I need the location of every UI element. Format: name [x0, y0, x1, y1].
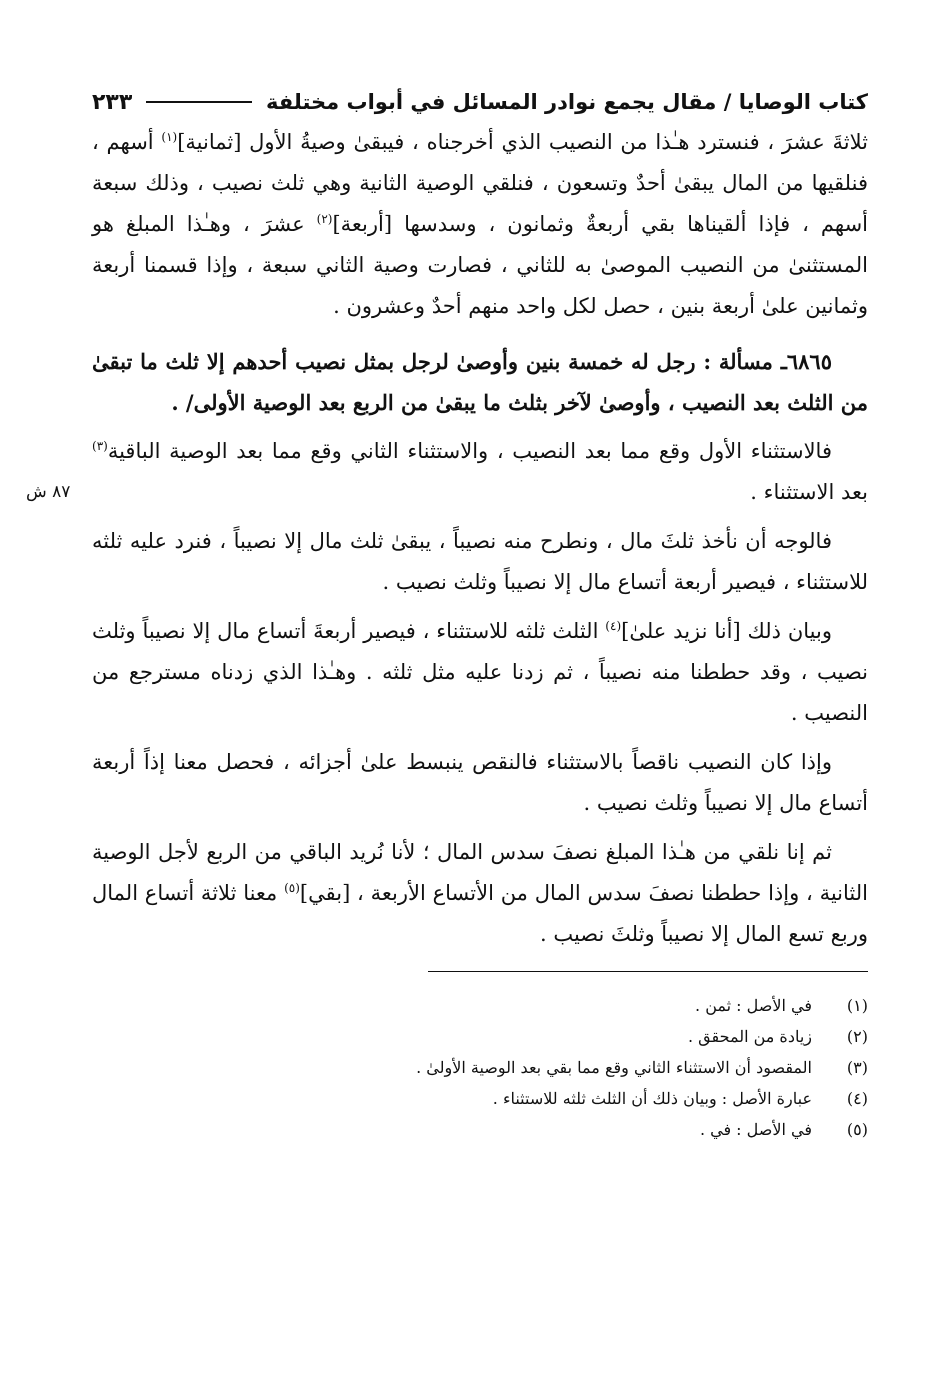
footnote-item: (٥) في الأصل : في . — [699, 1120, 868, 1139]
page-number: ٢٣٣ — [92, 89, 133, 115]
footnote-item: (٤) عبارة الأصل : وبيان ذلك أن الثلث ثلثه للاستثناء . — [492, 1089, 868, 1108]
running-header — [92, 82, 868, 122]
paragraph-5: وبيان ذلك [أنا نزيد علىٰ]$^{(٤)}$ الثلث ثلثه للاستثناء ، فيصير أربعةَ أتساع مال إلا نصيباً وثلث نصيب ، وقد حططنا منه نصيباً ، ثم زدنا عليه مثل ثلثه . وهـٰذا الذي زدناه مسترجع من النصيب . — [92, 619, 868, 725]
footnote-separator — [428, 971, 868, 972]
document-page — [92, 82, 868, 1145]
header-rule — [146, 101, 252, 103]
footnote-ref-4: (٤) — [605, 619, 622, 633]
paragraph-6: وإذا كان النصيب ناقصاً بالاستثناء فالنقص ينبسط علىٰ أجزائه ، فحصل معنا إذاً أربعة أتساع مال إلا نصيباً وثلث نصيب . — [92, 750, 868, 815]
margin-note: ٨٧ ش — [26, 482, 71, 502]
footnote-ref-2: (٢) — [316, 212, 333, 226]
footnote-ref-3: (٣) — [92, 439, 108, 453]
footnote-item: (٢) زيادة من المحقق . — [688, 1027, 868, 1046]
paragraph-3: فالاستثناء الأول وقع مما بعد النصيب ، والاستثناء الثاني وقع مما بعد الوصية الباقية$^{(٣)}$ بعد الاستثناء . — [92, 439, 868, 504]
paragraph-1: ثلاثةَ عشرَ ، فنسترد هـٰذا من النصيب الذي أخرجناه ، فيبقىٰ وصيةُ الأول [ثمانية]$^{(١)}$ أسهم ، فنلقيها من المال يبقىٰ أحدٌ وتسعون ، فنلقي الوصية الثانية وهي ثلث نصيب ، وذلك سبعة أسهم ، فإذا ألقيناها بقي أربعةٌ وثمانون ، وسدسها [أربعة]$^{(٢)}$ عشرَ ، وهـٰذا المبلغ هو المستثنىٰ من النصيب الموصىٰ به للثاني ، فصارت وصية الثاني سبعة ، وإذا قسمنا أربعة وثمانين علىٰ أربعة بنين ، حصل لكل واحد منهم أحدٌ وعشرون . — [92, 130, 869, 318]
footnote-ref-1: (١) — [161, 130, 178, 144]
paragraph-7: ثم إنا نلقي من هـٰذا المبلغ نصفَ سدس المال ؛ لأنا نُريد الباقي من الربع لأجل الوصية الثانية ، وإذا حططنا نصفَ سدس المال من الأتساع الأربعة ، [بقي]$^{(٥)}$ معنا ثلاثة أتساع المال وربع تسع المال إلا نصيباً وثلثَ نصيب . — [92, 840, 868, 946]
footnote-ref-5: (٥) — [284, 881, 300, 895]
footnotes — [92, 990, 868, 1145]
footnote-item: (٣) المقصود أن الاستثناء الثاني وقع مما بقي بعد الوصية الأولىٰ . — [416, 1058, 868, 1077]
paragraph-4: فالوجه أن نأخذ ثلثَ مال ، ونطرح منه نصيباً ، يبقىٰ ثلث مال إلا نصيباً ، فنرد عليه ثلثه للاستثناء ، فيصير أربعة أتساع مال إلا نصيباً وثلث نصيب . — [92, 529, 868, 594]
problem-statement: ٦٨٦٥ـ مسألة : رجل له خمسة بنين وأوصىٰ لرجل بمثل نصيب أحدهم إلا ثلث ما تبقىٰ من الثلث بعد النصيب ، وأوصىٰ لآخر بثلث ما يبقىٰ من الربع بعد الوصية الأولى/ . — [92, 349, 868, 415]
footnote-item: (١) في الأصل : ثمن . — [695, 996, 868, 1015]
header-title: كتاب الوصايا / مقال يجمع نوادر المسائل في أبواب مختلفة — [266, 90, 868, 114]
